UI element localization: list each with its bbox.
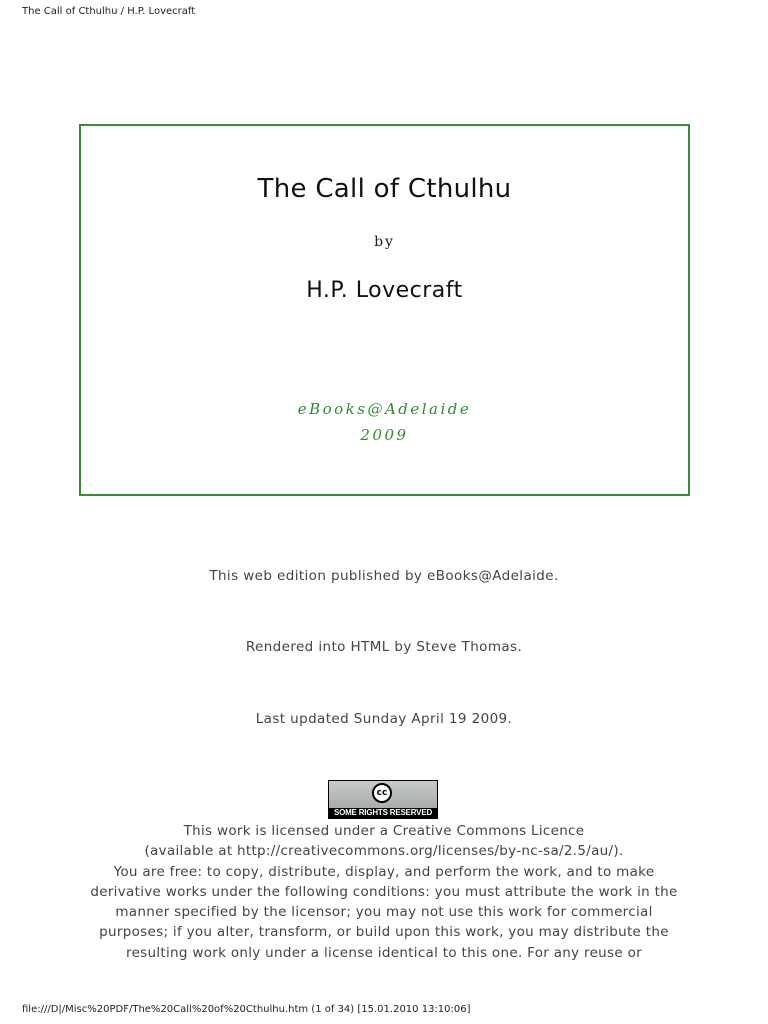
page-header-title: The Call of Cthulhu / H.P. Lovecraft (22, 6, 196, 17)
by-line: by (374, 234, 395, 250)
licence-line: resulting work only under a license identical to this one. For any reuse or (126, 944, 642, 961)
licence-line: This work is licensed under a Creative Commons Licence (183, 823, 585, 839)
page-footer-path: file:///D|/Misc%20PDF/The%20Call%20of%20Cthulhu.htm (1 of 34) [15.01.2010 13:10:06] (22, 1004, 471, 1015)
licence-text (60, 821, 708, 963)
publisher-name: eBooks@Adelaide (297, 400, 472, 418)
licence-line: manner specified by the licensor; you may not use this work for commercial (115, 904, 653, 921)
creative-commons-badge[interactable] (328, 780, 438, 819)
book-title: The Call of Cthulhu (257, 174, 512, 204)
licence-line: derivative works under the following conditions: you must attribute the work in the (90, 883, 678, 900)
licence-line: purposes; if you alter, transform, or build upon this work, you may distribute the (99, 924, 669, 941)
publication-year: 2009 (360, 426, 409, 444)
last-updated-text: Last updated Sunday April 19 2009. (255, 711, 513, 727)
author-name: H.P. Lovecraft (306, 278, 463, 303)
rendered-by-text: Rendered into HTML by Steve Thomas. (245, 639, 523, 655)
cc-badge-top (329, 781, 437, 808)
licence-line: You are free: to copy, distribute, display, and perform the work, and to make (113, 863, 655, 880)
licence-line: (available at http://creativecommons.org/licenses/by-nc-sa/2.5/au/). (144, 843, 624, 860)
cc-rights-text: SOME RIGHTS RESERVED (329, 808, 437, 818)
published-by-text: This web edition published by eBooks@Adelaide. (209, 568, 559, 584)
cc-logo-icon: cc (372, 783, 392, 803)
title-page-box (79, 124, 690, 496)
